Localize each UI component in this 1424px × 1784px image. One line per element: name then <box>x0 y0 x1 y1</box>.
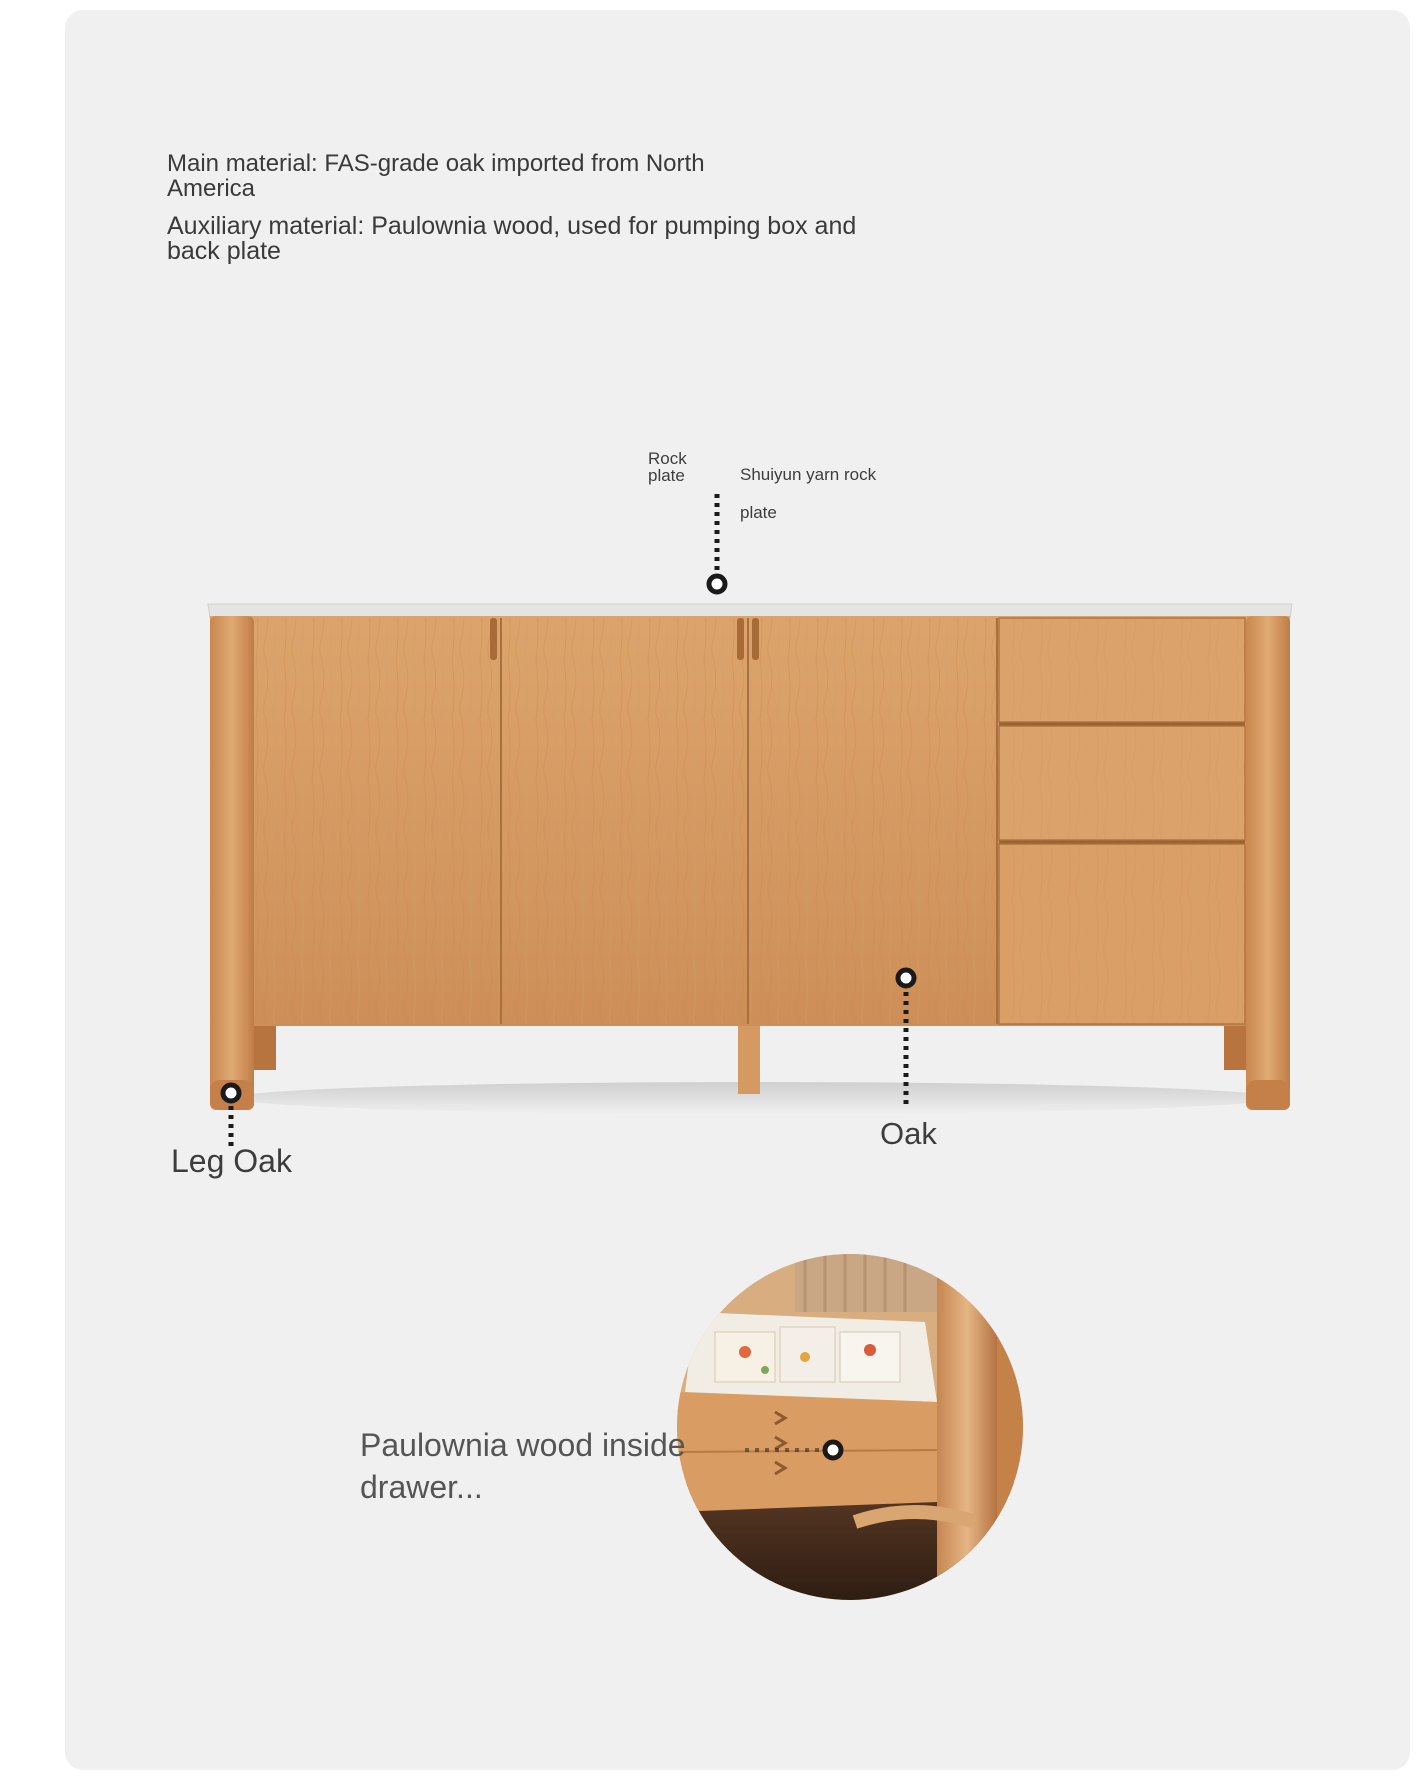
cabinet-drawers <box>999 618 1245 1024</box>
leg-oak-label: Leg Oak <box>171 1143 292 1179</box>
inner-leg-right <box>1224 1026 1246 1070</box>
main-material-text: Main material: FAS-grade oak imported from North America <box>167 150 705 202</box>
callout-marker-icon <box>898 970 914 986</box>
drawer-closeup-photo <box>675 1252 1025 1602</box>
callout-marker-icon <box>709 576 725 592</box>
rock-plate-callout <box>709 494 725 592</box>
rock-plate-top <box>208 604 1292 618</box>
inner-leg-middle <box>738 1026 760 1094</box>
leg-callout <box>223 1085 239 1150</box>
door-pull-2 <box>737 618 744 660</box>
right-leg <box>1246 616 1290 1110</box>
right-leg-foot <box>1246 1080 1290 1110</box>
cabinet-doors <box>254 618 997 1024</box>
rock-plate-label: Rock plate <box>648 449 687 485</box>
left-leg <box>210 616 254 1110</box>
callout-marker-icon <box>223 1085 239 1101</box>
auxiliary-material-text: Auxiliary material: Paulownia wood, used for pumping box and back plate <box>167 212 857 265</box>
door-pull-1 <box>490 618 497 660</box>
callout-marker-icon <box>825 1442 841 1458</box>
door-pull-3 <box>752 618 759 660</box>
drawer-note: Paulownia wood inside drawer... <box>360 1427 686 1505</box>
oak-label: Oak <box>880 1116 937 1151</box>
rock-plate-description: Shuiyun yarn rock plate <box>740 465 877 522</box>
inner-leg-left <box>254 1026 276 1070</box>
